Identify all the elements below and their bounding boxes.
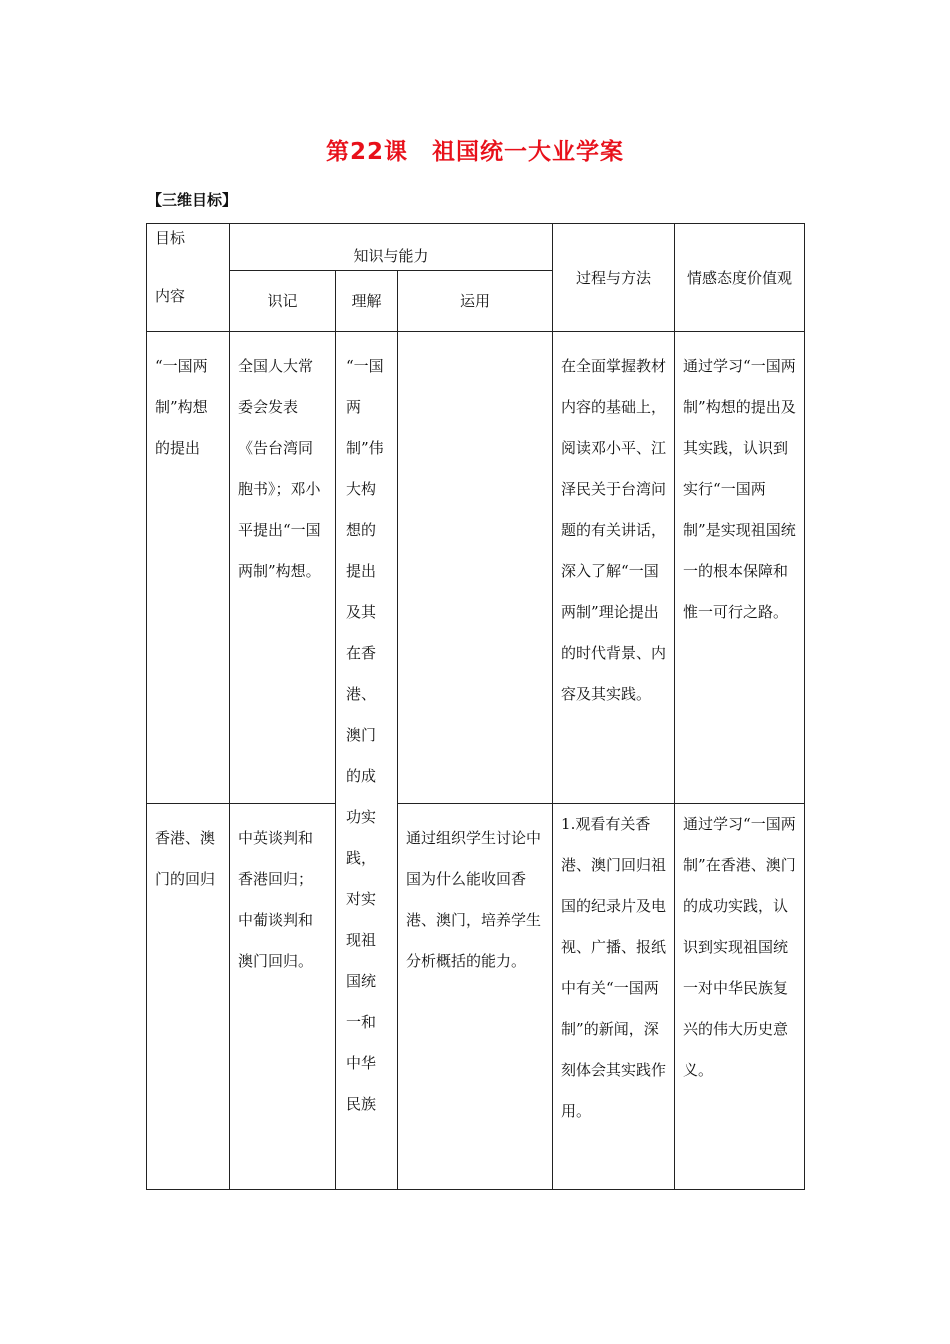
row1-content: “一国两制”构想的提出 <box>147 332 230 804</box>
row1-process: 在全面掌握教材内容的基础上，阅读邓小平、江泽民关于台湾问题的有关讲话，深入了解“一国两制”理论提出的时代背景、内容及其实践。 <box>553 332 675 804</box>
row2-apply: 通过组织学生讨论中国为什么能收回香港、澳门，培养学生分析概括的能力。 <box>398 804 553 1190</box>
header-emotion: 情感态度价值观 <box>675 224 805 332</box>
header-process: 过程与方法 <box>553 224 675 332</box>
row1-apply <box>398 332 553 804</box>
section-heading: 【三维目标】 <box>147 191 238 209</box>
header-content: 内容 <box>155 287 186 305</box>
header-target-content <box>147 224 230 332</box>
row1-understand: “一国两制”伟大构想的提出及其在香港、澳门的成功实践，对实现祖国统一和中华民族 <box>336 332 398 1190</box>
row1-emotion: 通过学习“一国两制”构想的提出及其实践，认识到实行“一国两制”是实现祖国统一的根本保障和惟一可行之路。 <box>675 332 805 804</box>
objectives-table <box>146 223 805 1190</box>
header-knowledge: 知识与能力 <box>230 224 553 271</box>
header-understand: 理解 <box>336 271 398 332</box>
row1-identify: 全国人大常委会发表《告台湾同胞书》；邓小平提出“一国两制”构想。 <box>230 332 336 804</box>
row2-identify: 中英谈判和香港回归；中葡谈判和澳门回归。 <box>230 804 336 1190</box>
page-title: 第22课 祖国统一大业学案 <box>325 139 624 165</box>
header-identify: 识记 <box>230 271 336 332</box>
row2-content: 香港、澳门的回归 <box>147 804 230 1190</box>
row2-process: 1.观看有关香港、澳门回归祖国的纪录片及电视、广播、报纸中有关“一国两制”的新闻，深刻体会其实践作用。 <box>553 804 675 1190</box>
header-apply: 运用 <box>398 271 553 332</box>
header-target: 目标 <box>155 229 186 247</box>
row2-emotion: 通过学习“一国两制”在香港、澳门的成功实践，认识到实现祖国统一对中华民族复兴的伟大历史意义。 <box>675 804 805 1190</box>
